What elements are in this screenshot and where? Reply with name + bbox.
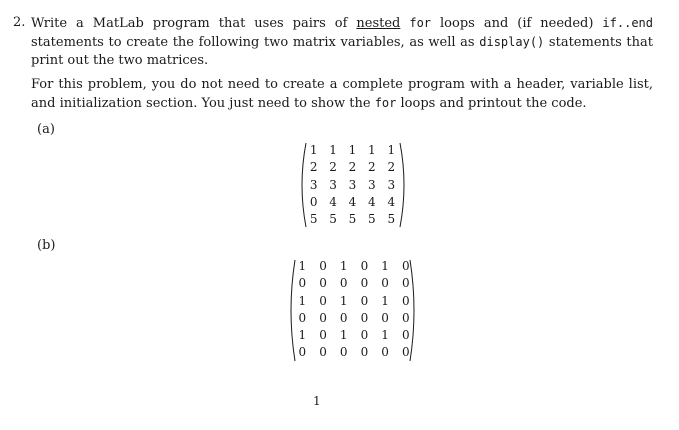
matrix-cell: 1 (339, 259, 348, 273)
matrix-b (292, 258, 416, 362)
matrix-cell: 0 (360, 259, 369, 273)
problem-number: 2. (13, 15, 26, 30)
matrix-cell: 4 (329, 194, 337, 209)
matrix-cell: 0 (339, 276, 348, 291)
matrix-cell: 3 (329, 177, 337, 192)
matrix-cell: 2 (309, 160, 318, 175)
matrix-cell: 1 (339, 293, 348, 308)
matrix-cell: 1 (381, 259, 389, 273)
matrix-cell: 3 (309, 177, 318, 192)
matrix-cell: 0 (309, 194, 318, 209)
matrix-cell: 0 (360, 276, 369, 291)
matrix-cell: 5 (368, 212, 376, 227)
part-a-label: (a) (37, 122, 55, 137)
matrix-cell: 0 (360, 345, 369, 360)
matrix-cell: 2 (348, 160, 357, 175)
matrix-cell: 0 (381, 310, 389, 325)
matrix-cell: 1 (298, 293, 307, 308)
matrix-cell: 0 (381, 345, 389, 360)
matrix-cell: 2 (329, 160, 337, 175)
matrix-b-right-paren (409, 259, 419, 362)
matrix-cell: 0 (401, 293, 410, 308)
matrix-a-right-paren (399, 142, 409, 228)
matrix-cell: 0 (401, 328, 410, 343)
matrix-cell: 4 (387, 194, 396, 209)
matrix-cell: 5 (387, 212, 396, 227)
part-b-label: (b) (37, 238, 56, 253)
matrix-cell: 0 (298, 310, 307, 325)
matrix-cell: 4 (368, 194, 376, 209)
page-number: 1 (313, 394, 321, 408)
matrix-cell: 2 (368, 160, 376, 175)
matrix-cell: 0 (339, 310, 348, 325)
matrix-cell: 0 (401, 310, 410, 325)
matrix-cell: 0 (319, 310, 327, 325)
matrix-cell: 3 (387, 177, 396, 192)
matrix-cell: 1 (309, 143, 318, 157)
matrix-cell: 0 (360, 310, 369, 325)
code-if-end: if..end (602, 16, 653, 30)
matrix-cell: 4 (348, 194, 357, 209)
matrix-cell: 0 (298, 276, 307, 291)
code-display: display() (479, 35, 545, 49)
problem-paragraph-1: Write a MatLab program that uses pairs of nested for loops and (if needed) if..end statements to create the following two matrix variables, as well as display() statements that print out the two matrices. (31, 16, 653, 68)
matrix-cell: 5 (348, 212, 357, 227)
matrix-cell: 0 (319, 328, 327, 343)
matrix-cell: 0 (401, 259, 410, 273)
matrix-cell: 0 (319, 345, 327, 360)
problem-paragraph-2: For this problem, you do not need to create a complete program with a header, variable list, and initialization section. You just need to show the for loops and printout the code. (31, 77, 653, 111)
matrix-cell: 1 (387, 143, 396, 157)
matrix-cell: 0 (319, 293, 327, 308)
matrix-cell: 5 (309, 212, 318, 227)
matrix-cell: 0 (401, 276, 410, 291)
matrix-cell: 0 (319, 259, 327, 273)
matrix-cell: 1 (329, 143, 337, 157)
matrix-cell: 1 (381, 293, 389, 308)
matrix-cell: 2 (387, 160, 396, 175)
matrix-cell: 0 (381, 276, 389, 291)
nested-underlined: nested (356, 16, 401, 31)
matrix-cell: 3 (368, 177, 376, 192)
problem-2 (13, 14, 653, 113)
matrix-cell: 1 (348, 143, 357, 157)
matrix-cell: 1 (298, 328, 307, 343)
code-for-2: for (374, 96, 397, 110)
matrix-cell: 0 (319, 276, 327, 291)
matrix-a (304, 142, 401, 228)
matrix-cell: 3 (348, 177, 357, 192)
matrix-cell: 1 (339, 328, 348, 343)
matrix-cell: 0 (360, 328, 369, 343)
matrix-cell: 1 (381, 328, 389, 343)
matrix-cell: 1 (368, 143, 376, 157)
matrix-cell: 0 (401, 345, 410, 360)
matrix-cell: 0 (360, 293, 369, 308)
matrix-cell: 0 (298, 345, 307, 360)
matrix-cell: 5 (329, 212, 337, 227)
matrix-cell: 1 (298, 259, 307, 273)
code-for: for (409, 16, 432, 30)
matrix-cell: 0 (339, 345, 348, 360)
